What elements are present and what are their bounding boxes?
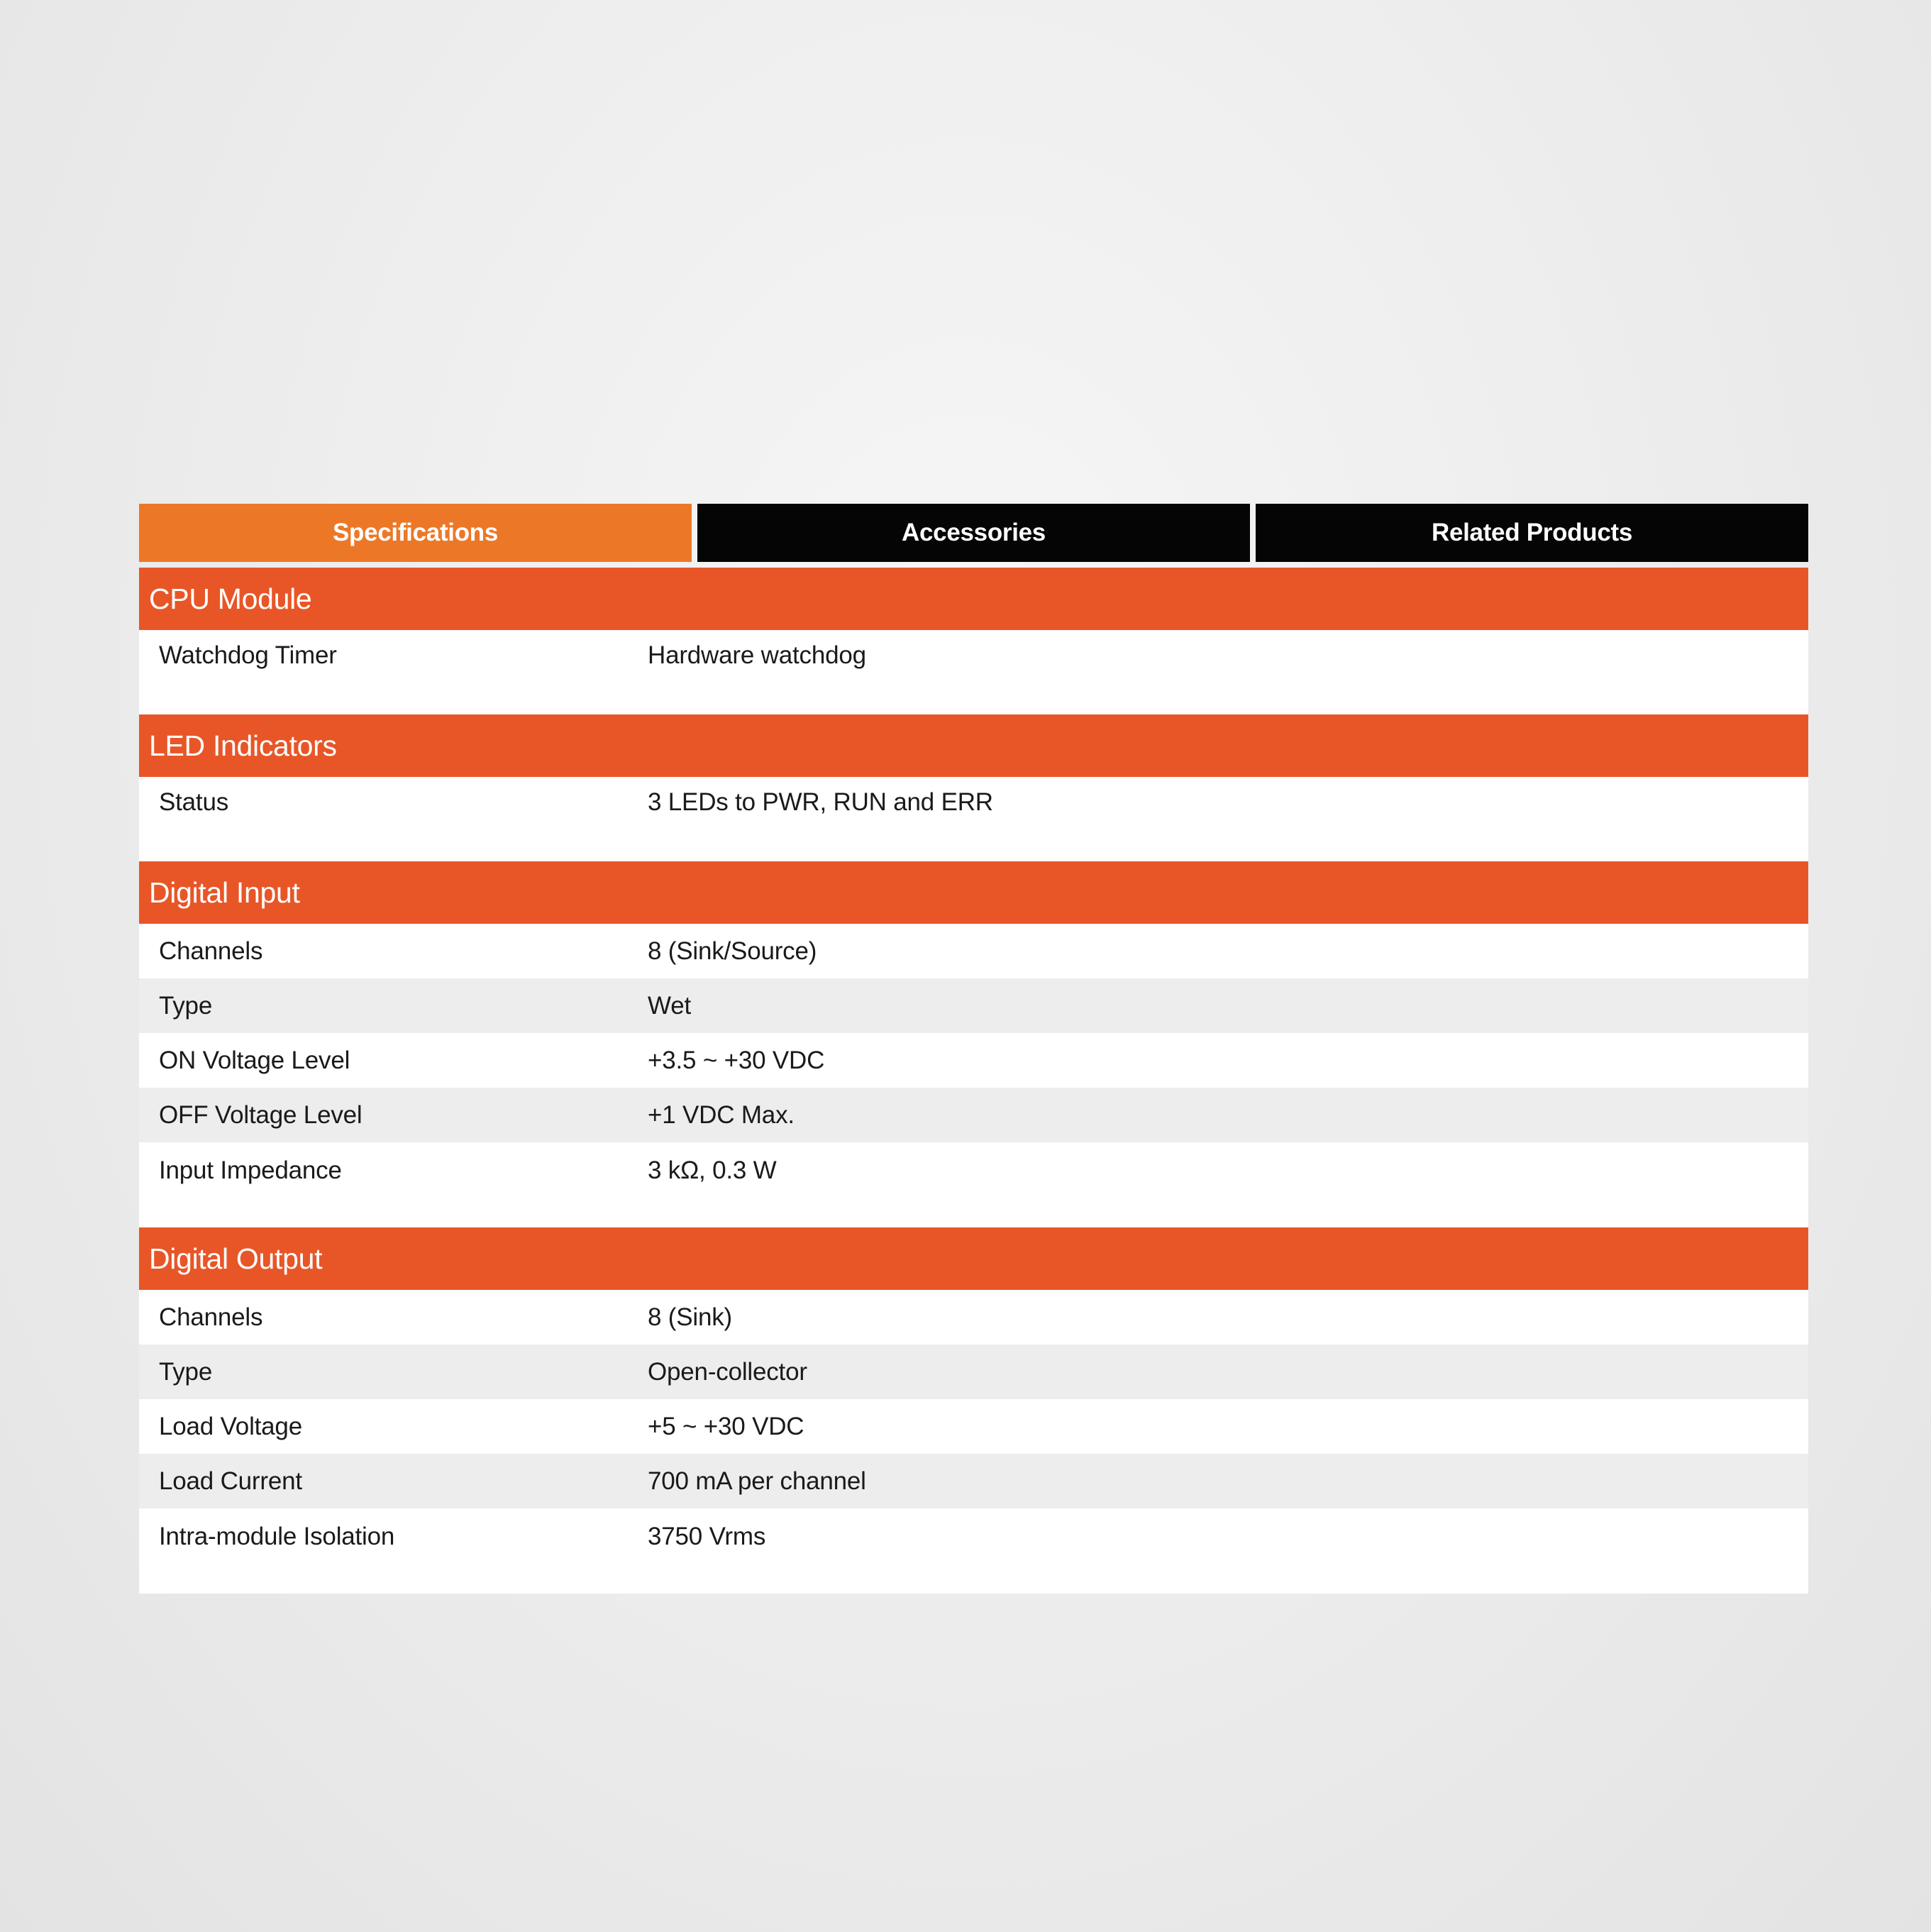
spec-row [139, 1345, 1808, 1399]
spec-value: Open-collector [648, 1357, 807, 1386]
spec-value: 700 mA per channel [648, 1467, 866, 1495]
tab-specifications[interactable]: Specifications [139, 504, 692, 562]
spec-label: Intra-module Isolation [159, 1523, 395, 1550]
spec-value: 8 (Sink/Source) [648, 937, 817, 965]
spec-value: +1 VDC Max. [648, 1100, 795, 1129]
section-title: CPU Module [139, 568, 1808, 630]
spec-label: Watchdog Timer [159, 641, 337, 669]
spec-label: Channels [159, 1303, 263, 1331]
spec-row [139, 1508, 1808, 1594]
spec-row [139, 1088, 1808, 1142]
spec-label: ON Voltage Level [159, 1046, 350, 1074]
spec-row [139, 1142, 1808, 1227]
spec-value: 3750 Vrms [648, 1523, 766, 1550]
spec-label: Channels [159, 937, 263, 965]
spec-row [139, 924, 1808, 978]
section-title: Digital Input [139, 861, 1808, 924]
spec-label: Status [159, 788, 229, 816]
spec-label: Input Impedance [159, 1157, 342, 1184]
section-title: LED Indicators [139, 714, 1808, 777]
spec-section-digital-output [139, 1227, 1808, 1594]
spec-value: 8 (Sink) [648, 1303, 732, 1331]
spec-label: Load Current [159, 1467, 302, 1495]
spec-value: 3 LEDs to PWR, RUN and ERR [648, 788, 993, 816]
spec-label: Type [159, 1357, 213, 1386]
tab-accessories[interactable]: Accessories [697, 504, 1250, 562]
spec-section-led-indicators [139, 714, 1808, 861]
spec-section-digital-input [139, 861, 1808, 1227]
spec-value: +5 ~ +30 VDC [648, 1412, 804, 1440]
spec-value: Wet [648, 991, 691, 1020]
tab-related-products[interactable]: Related Products [1256, 504, 1808, 562]
section-title: Digital Output [139, 1227, 1808, 1290]
spec-label: OFF Voltage Level [159, 1100, 363, 1129]
spec-row [139, 1290, 1808, 1345]
spec-row [139, 1399, 1808, 1454]
spec-row [139, 1033, 1808, 1088]
spec-value: 3 kΩ, 0.3 W [648, 1157, 777, 1184]
spec-row [139, 978, 1808, 1033]
spec-section-cpu-module [139, 568, 1808, 714]
spec-row [139, 777, 1808, 861]
spec-value: +3.5 ~ +30 VDC [648, 1046, 825, 1074]
spec-row [139, 1454, 1808, 1508]
spec-row [139, 630, 1808, 714]
product-detail-panel [139, 504, 1808, 1594]
tab-bar [139, 504, 1808, 562]
spec-label: Type [159, 991, 213, 1020]
spec-label: Load Voltage [159, 1412, 302, 1440]
spec-value: Hardware watchdog [648, 641, 866, 669]
